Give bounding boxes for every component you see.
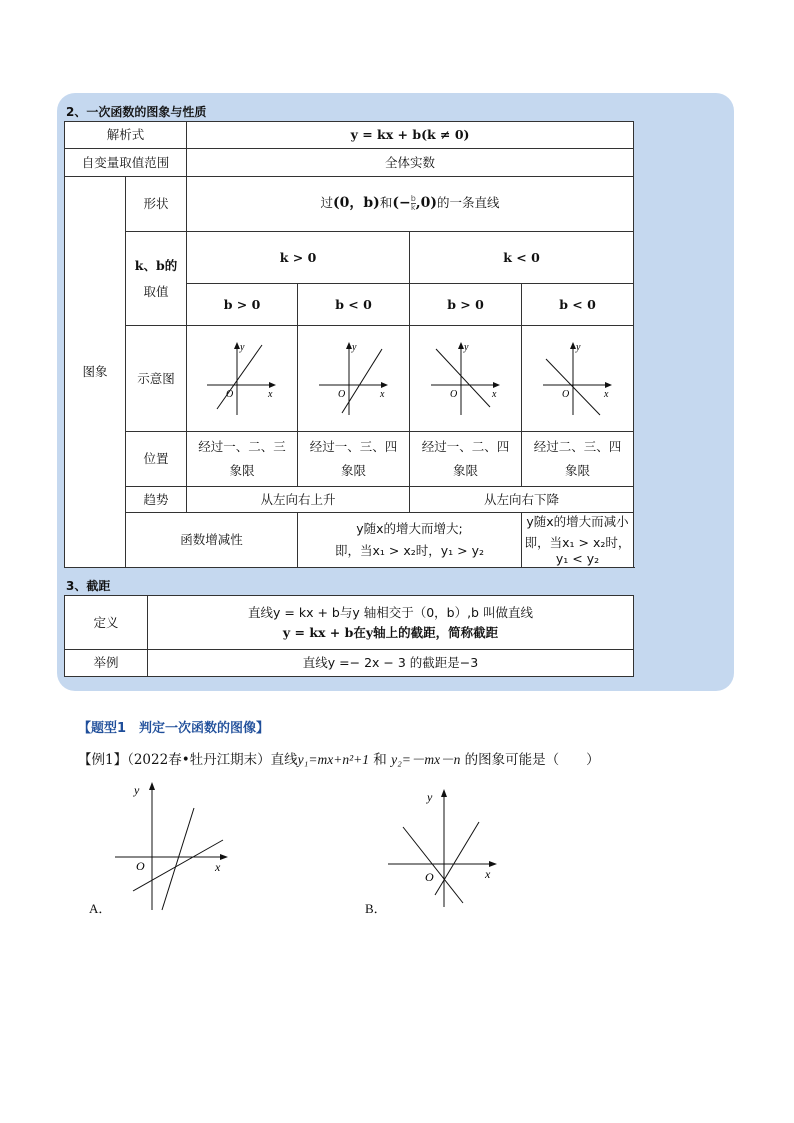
graph-label: 图象 xyxy=(65,177,126,568)
example-question: 【例1】（2022春•牡丹江期末）直线y₁=mx+n²+1 和 y₂=－mx－n 的图象可能是（ ） xyxy=(78,752,600,768)
expr-value: y = kx + b(k ≠ 0) xyxy=(187,122,634,149)
expr-label: 解析式 xyxy=(65,122,187,149)
sketch-kpos-bneg xyxy=(314,337,394,417)
shape-value: 过(0，b)和(− $\frac{b}{k}$ ,0)的一条直线 xyxy=(187,177,634,232)
position-1: 经过一、二、三 象限 xyxy=(187,432,298,487)
domain-value: 全体实数 xyxy=(187,149,634,177)
svg-text:x: x xyxy=(485,867,491,881)
sketch-label: 示意图 xyxy=(126,326,187,432)
def-value: 直线y = kx + b与y 轴相交于（0，b）,b 叫做直线 y = kx + b在y轴上的截距，简称截距 xyxy=(148,596,634,650)
sketch-kpos-bpos xyxy=(202,337,282,417)
svg-text:O: O xyxy=(226,388,234,400)
trend-up: 从左向右上升 xyxy=(187,487,410,513)
example-label: 举例 xyxy=(65,650,148,677)
k-positive: k > 0 xyxy=(187,232,410,284)
monotone-label: 函数增减性 xyxy=(126,513,298,568)
option-a-graph xyxy=(110,778,240,913)
b-case-2: b < 0 xyxy=(298,284,410,326)
position-2: 经过一、三、四 象限 xyxy=(298,432,410,487)
k-negative: k < 0 xyxy=(410,232,634,284)
b-case-3: b > 0 xyxy=(410,284,522,326)
def-label: 定义 xyxy=(65,596,148,650)
option-b-graph xyxy=(385,785,505,910)
kb-label: k、b的 取值 xyxy=(126,232,187,326)
sketch-kneg-bpos xyxy=(426,337,506,417)
monotone-decreasing: y随x的增大而减小 即，当x₁ > x₂时，y₁ < y₂ xyxy=(522,513,634,568)
sketch-kneg-bneg xyxy=(538,337,618,417)
svg-text:O: O xyxy=(561,388,569,400)
svg-text:O: O xyxy=(136,859,145,873)
sketch-3 xyxy=(410,326,522,432)
sketch-2 xyxy=(298,326,410,432)
section2-title: 2、一次函数的图象与性质 xyxy=(66,105,207,119)
svg-text:y: y xyxy=(463,341,468,353)
sketch-1 xyxy=(187,326,298,432)
svg-text:y: y xyxy=(351,341,356,353)
sketch-4 xyxy=(522,326,634,432)
option-a-label[interactable]: A． xyxy=(89,901,112,916)
intercept-table xyxy=(64,595,634,677)
svg-text:y: y xyxy=(134,783,140,797)
svg-text:y: y xyxy=(240,341,245,353)
svg-text:y: y xyxy=(575,341,580,353)
shape-label: 形状 xyxy=(126,177,187,232)
position-4: 经过二、三、四 象限 xyxy=(522,432,634,487)
section3-title: 3、截距 xyxy=(66,579,111,593)
question-type-heading: 【题型1 判定一次函数的图像】 xyxy=(78,721,270,736)
linear-function-table xyxy=(64,121,634,568)
monotone-increasing: y随x的增大而增大; 即，当x₁ > x₂时，y₁ > y₂ xyxy=(298,513,522,568)
svg-text:O: O xyxy=(449,388,457,400)
svg-text:y: y xyxy=(427,790,433,804)
trend-down: 从左向右下降 xyxy=(410,487,634,513)
svg-text:x: x xyxy=(215,860,221,874)
trend-label: 趋势 xyxy=(126,487,187,513)
b-case-1: b > 0 xyxy=(187,284,298,326)
domain-label: 自变量取值范围 xyxy=(65,149,187,177)
svg-text:O: O xyxy=(425,870,434,884)
b-case-4: b < 0 xyxy=(522,284,634,326)
svg-text:O: O xyxy=(337,388,345,400)
position-label: 位置 xyxy=(126,432,187,487)
svg-text:x: x xyxy=(268,388,273,400)
svg-text:x: x xyxy=(491,388,496,400)
fraction: $\frac{b}{k}$ xyxy=(410,194,416,213)
svg-text:x: x xyxy=(379,388,384,400)
position-3: 经过一、二、四 象限 xyxy=(410,432,522,487)
option-b-label[interactable]: B． xyxy=(365,901,387,916)
example-value: 直线y =− 2x − 3 的截距是−3 xyxy=(148,650,634,677)
svg-text:x: x xyxy=(603,388,608,400)
